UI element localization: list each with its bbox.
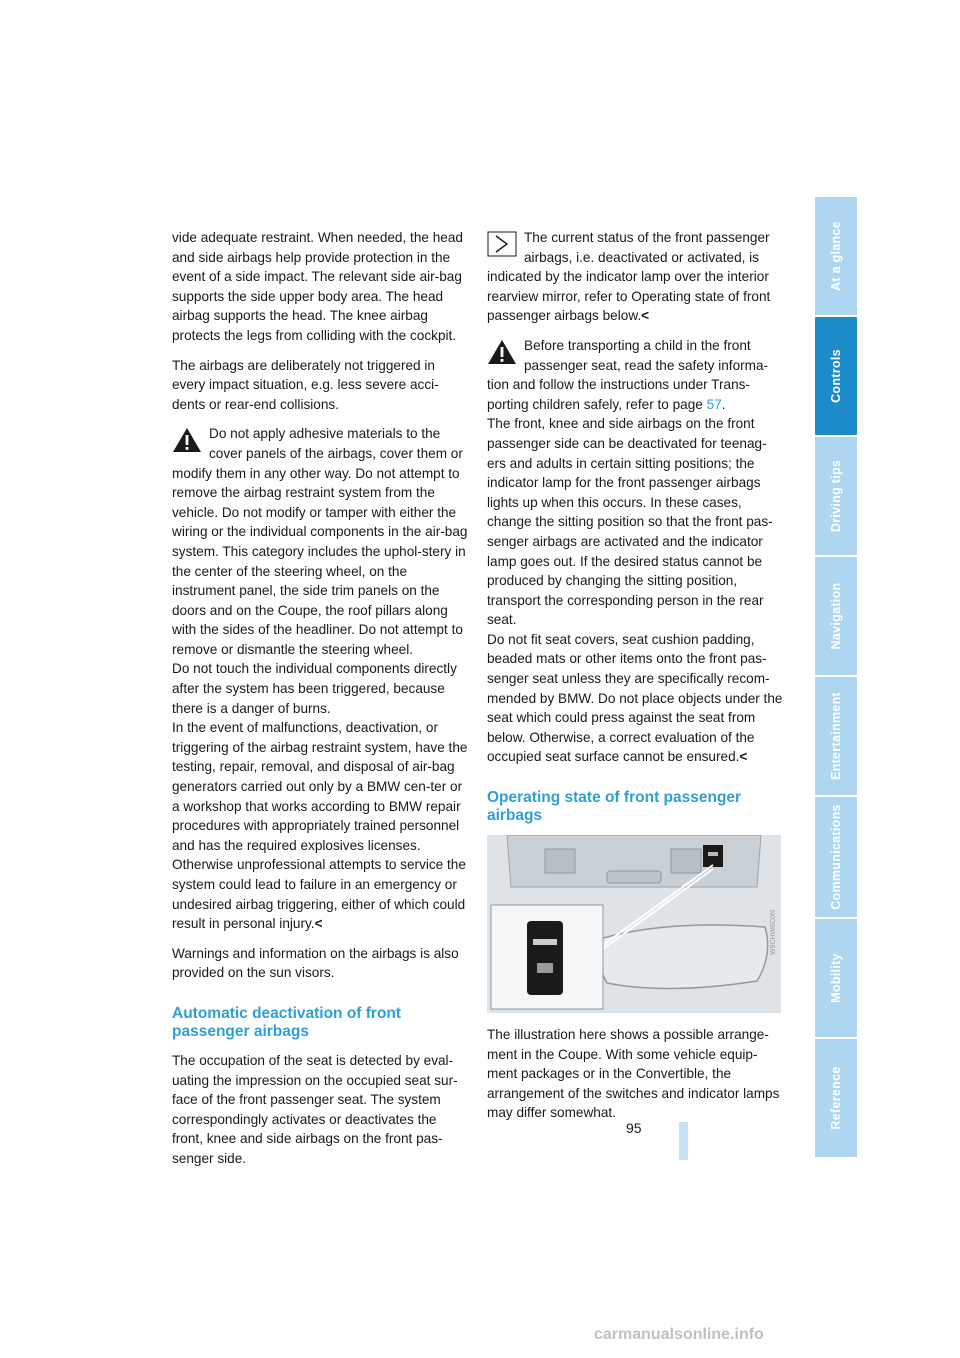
burns-warning: Do not touch the individual components directly after the system has been triggered, because there is a danger of burns. <box>172 661 457 716</box>
illustration-caption: The illustration here shows a possible arrange-ment in the Coupe. With some vehicle equip-ment packages or in the Convertible, the arrangement of the switches and indicator lamps may differ somewhat. <box>487 1027 780 1121</box>
not-triggered-paragraph: The airbags are deliberately not triggered in every impact situation, e.g. less severe acci-dents or rear-end collisions. <box>172 357 439 412</box>
warning2-rest-lines: tion and follow the instructions under Trans-porting children safely, refer to page 57. <box>487 377 750 412</box>
tab-communications[interactable]: Communications <box>815 797 857 919</box>
image-code: W9CHW6C0N <box>770 909 777 956</box>
page-number: 95 <box>626 1120 642 1136</box>
page-57-link[interactable]: 57 <box>706 396 722 412</box>
watermark: carmanualsonline.info <box>594 1326 764 1343</box>
end-mark: < <box>641 308 650 324</box>
indicator-lamp-illustration <box>487 835 781 1013</box>
tab-mobility[interactable]: Mobility <box>815 919 857 1039</box>
rearview-mirror-drawing <box>487 835 781 1013</box>
warning2-first-lines: Before transporting a child in the front passenger seat, read the safety informa- <box>524 337 769 373</box>
deactivation-paragraph: The front, knee and side airbags on the front passenger side can be deactivated for teenag-ers and adults in certain sitting positions; the indicator lamp for the front passenger airbags lights up when this occurs. In these cases, change the sitting position so that the front pas-senger airbags are activated and the indicator lamp goes out. If the desired status cannot be produced by changing the sitting position, transport the corresponding person in the rear seat. <box>487 416 773 628</box>
operating-state-heading: Operating state of front passenger airbags <box>487 789 742 825</box>
tab-navigation[interactable]: Navigation <box>815 557 857 677</box>
left-column <box>172 228 468 1179</box>
right-column <box>487 228 783 1133</box>
end-mark: < <box>739 749 748 765</box>
sun-visor-paragraph: Warnings and information on the airbags is also provided on the sun visors. <box>172 945 459 981</box>
malfunction-warning: In the event of malfunctions, deactivation, or triggering of the airbag restraint system, have the testing, repair, removal, and disposal of air-bag generators carried out only by a BMW cen-ter or a workshop that works according to BMW repair procedures with appropriately trained personnel and has the required explosives licenses. Otherwise unprofessional attempts to service the system could lead to failure in an emergency or undesired airbag triggering, either of which could result in personal injury.< <box>172 720 468 932</box>
end-mark: < <box>314 916 323 932</box>
tab-entertainment[interactable]: Entertainment <box>815 677 857 797</box>
tab-controls[interactable]: Controls <box>815 317 857 437</box>
warning-triangle-icon <box>172 427 202 453</box>
note-arrow-icon <box>487 231 517 257</box>
chapter-tabs <box>815 197 857 1159</box>
warning-first-lines: Do not apply adhesive materials to the cover panels of the airbags, cover them or <box>209 426 463 461</box>
seat-occupation-paragraph: The occupation of the seat is detected by eval-uating the impression on the occupied seat sur-face of the front passenger seat. The system correspondingly activates or deactivates the front, knee and side airbags on the front pas-senger side. <box>172 1052 458 1166</box>
child-seat-warning <box>487 336 783 767</box>
tab-driving-tips[interactable]: Driving tips <box>815 437 857 557</box>
tab-at-a-glance[interactable]: At a glance <box>815 197 857 317</box>
note-first-lines: The current status of the front passenger airbags, i.e. deactivated or activated, is <box>524 230 770 265</box>
warning-rest-lines: modify them in any other way. Do not attempt to remove the airbag restraint system from the vehicle. Do not modify or tamper with either the wiring or the individual components in the air-bag system. This category includes the uphol-stery in the center of the steering wheel, on the instrument panel, the side trim panels on the doors and on the Coupe, the roof pillars along with the sides of the headliner. Do not attempt to remove or dismantle the steering wheel. <box>172 465 468 657</box>
automatic-deactivation-heading: Automatic deactivation of front passenger airbags <box>172 1004 402 1040</box>
seat-covers-paragraph: Do not fit seat covers, seat cushion padding, beaded mats or other items onto the front pas-senger seat unless they are specifically recom-mended by BMW. Do not place objects under the seat which could press against the seat from below. Otherwise, a correct evaluation of the occupied seat surface cannot be ensured.< <box>487 631 783 765</box>
intro-paragraph: vide adequate restraint. When needed, the head and side airbags help provide protection in the event of a side impact. The relevant side air-bag supports the side upper body area. The head airbag supports the head. The knee airbag protects the legs from colliding with the cockpit. <box>172 230 463 343</box>
note-rest-lines: indicated by the indicator lamp over the interior rearview mirror, refer to Operating state of front passenger airbags below.< <box>487 269 771 324</box>
adhesive-warning <box>172 424 468 933</box>
tab-reference[interactable]: Reference <box>815 1039 857 1159</box>
status-note <box>487 228 783 326</box>
warning-triangle-icon <box>487 339 517 365</box>
page-number-bar <box>679 1122 688 1160</box>
